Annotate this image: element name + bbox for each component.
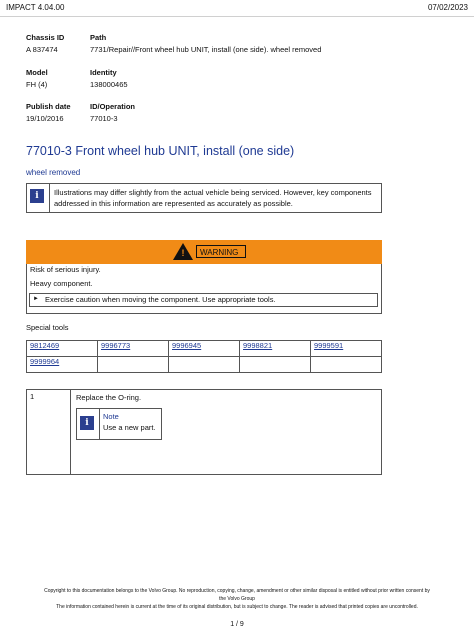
- identity-label: Identity: [90, 68, 117, 77]
- table-cell: [98, 357, 169, 373]
- warning-bullet-text: Exercise caution when moving the component. Use appropriate tools.: [45, 295, 276, 304]
- header-divider: [0, 16, 474, 17]
- special-tools-label: Special tools: [26, 323, 69, 332]
- chassis-id-label: Chassis ID: [26, 33, 65, 42]
- info-icon-cell: [27, 184, 50, 212]
- footer-copyright-line1: Copyright to this documentation belongs to the Volvo Group. No reproduction, copying, change, amendment or other similar disposal is entitled without prior written consent by: [44, 588, 430, 594]
- table-cell: [27, 357, 98, 373]
- tool-link[interactable]: 9996773: [101, 341, 131, 350]
- app-version: IMPACT 4.04.00: [6, 3, 65, 12]
- warning-body: [26, 264, 382, 314]
- table-cell: [169, 341, 240, 357]
- footer-copyright-line2: the Volvo Group: [219, 596, 255, 602]
- table-row: [27, 341, 382, 357]
- path-value: 7731/Repair//Front wheel hub UNIT, install (one side). wheel removed: [90, 45, 322, 54]
- tool-link[interactable]: 9996945: [172, 341, 202, 350]
- info-note-text: Illustrations may differ slightly from the actual vehicle being serviced. However, key components addressed in this information are represented as accurately as possible.: [54, 188, 372, 208]
- warning-bullet-box: [29, 293, 378, 307]
- warning-line-2: Heavy component.: [30, 279, 93, 288]
- operation-label: ID/Operation: [90, 102, 136, 111]
- publish-date-label: Publish date: [26, 102, 71, 111]
- warning-line-1: Risk of serious injury.: [30, 265, 101, 274]
- model-value: FH (4): [26, 80, 48, 89]
- info-note-box: [26, 183, 382, 213]
- print-date: 07/02/2023: [427, 3, 468, 12]
- table-row: [27, 357, 382, 373]
- warning-exclamation-icon: !: [181, 248, 185, 258]
- table-cell: [98, 341, 169, 357]
- identity-value: 138000465: [90, 80, 128, 89]
- operation-value: 77010-3: [90, 114, 118, 123]
- step-note-box: [76, 408, 162, 440]
- path-label: Path: [90, 33, 107, 42]
- tool-link[interactable]: 9999964: [30, 357, 60, 366]
- step-number: 1: [27, 390, 71, 474]
- warning-label: WARNING: [196, 245, 246, 258]
- tool-link[interactable]: 9999591: [314, 341, 344, 350]
- note-title: Note: [103, 412, 119, 421]
- table-cell: [240, 357, 311, 373]
- tool-link[interactable]: 9812469: [30, 341, 60, 350]
- bullet-arrow-icon: ►: [33, 296, 39, 302]
- info-icon: i: [80, 416, 94, 430]
- table-cell: [311, 357, 382, 373]
- note-body: Use a new part.: [103, 423, 156, 432]
- model-label: Model: [26, 68, 48, 77]
- page-number: 1 / 9: [230, 621, 244, 628]
- tool-link[interactable]: 9998821: [243, 341, 273, 350]
- table-cell: [169, 357, 240, 373]
- step-text: Replace the O-ring.: [76, 393, 142, 402]
- page-title: 77010-3 Front wheel hub UNIT, install (one side): [26, 144, 295, 158]
- note-icon-cell: [77, 409, 100, 439]
- table-cell: [27, 341, 98, 357]
- step-box: [26, 389, 382, 475]
- footer-disclaimer: The information contained herein is current at the time of its original distribution, but is subject to change. The reader is advised that printed copies are uncontrolled.: [56, 604, 418, 610]
- info-icon: i: [30, 189, 44, 203]
- page-subtitle: wheel removed: [26, 168, 81, 177]
- publish-date-value: 19/10/2016: [26, 114, 64, 123]
- table-cell: [311, 341, 382, 357]
- table-cell: [240, 341, 311, 357]
- warning-header: [26, 240, 382, 264]
- special-tools-table: [26, 340, 382, 373]
- chassis-id-value: A 837474: [26, 45, 58, 54]
